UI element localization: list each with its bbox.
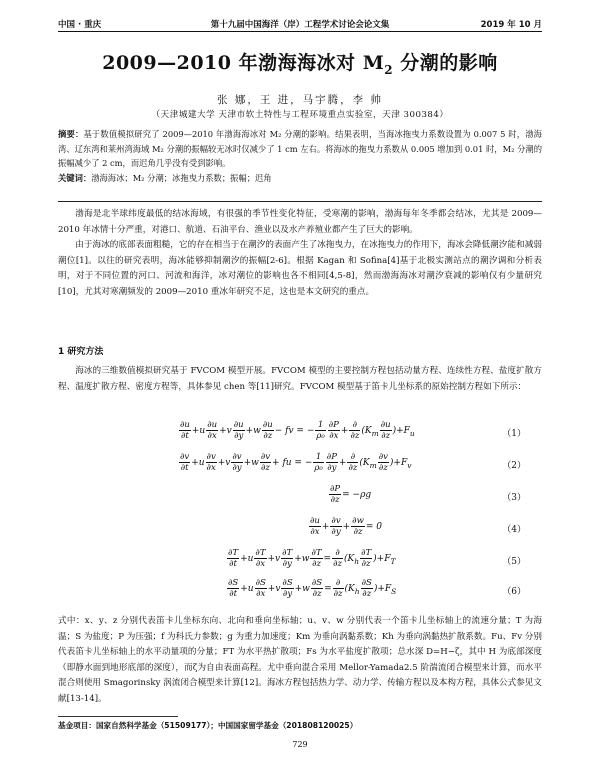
- intro-paragraph-2: 由于海冰的底部表面粗糙，它的存在相当于在潮汐的表面产生了冰拖曳力，在冰拖曳力的作用下，海冰会降低潮汐能和减弱潮位[1]。以往的研究表明，海冰能够抑制潮汐的振幅[2-6]。根据 Kagan 和 Sofina[4]基于北极实测站点的潮汐调和分析表明，对于不同位置的河口、河流和海洋，冰对潮位的影响也各不相同[4,5-8]，然而渤海海冰对潮汐衰减的影响仅有少量研究[10]，尤其对寒潮频发的 2009—2010 重冰年研究不足，这也是本文研究的重点。: [58, 240, 542, 297]
- methods-text: 海冰的三维数值模拟研究基于 FVCOM 模型开展。FVCOM 模型的主要控制方程包括动量方程、连续性方程、盐度扩散方程、温度扩散方程、密度方程等，具体参见 chen 等[11]研究。FVCOM 模型基于笛卡儿坐标系的原始控制方程如下所示：: [58, 366, 542, 392]
- footnote-divider: [58, 716, 178, 717]
- keywords-label: 关键词：: [58, 172, 92, 183]
- equation-2: $\frac{\partial v}{\partial t}$ +u $\frac{\partial v}{\partial x}$ +v $\frac{\partial v}{\partial y}$ +w $\frac{\partial v}{\partial z}$ + fu = − $\frac{1}{\text{ρ₀}}$ $\frac{\partial P}{\partial y}$ + $\frac{\partial}{\partial z}$ ($K_m$ $\frac{\partial v}{\partial z}$ )$+F_v$ （2）: [180, 452, 526, 473]
- equation-4: $\frac{\partial u}{\partial x}$ + $\frac{\partial v}{\partial y}$ + $\frac{\partial w}{\partial z}$ = 0 （4）: [310, 516, 526, 537]
- symbols-text: 式中：x、y、z 分别代表笛卡儿坐标东向、北向和垂向坐标轴；u、v、w 分别代表一个笛卡儿坐标轴上的流速分量；T 为海温；S 为盐度；P 为压强；f 为科氏力参数；g 为重力加速度；Km 为垂向涡黏系数；Kh 为垂向涡黏热扩散系数。Fu、Fv 分别代表笛卡儿坐标轴上的水平动量项的分量；FT 为水平热扩散项；Fs 为水平盐度扩散项；总水深 D=H−ζ，其中 H 为底部深度（即静水面到地形底部的深度），而ζ为自由表面高程。尤中垂向混合采用 Mellor-Yamada2.5 阶湍流闭合模型来计算，而水平混合则使用 Smagorinsky 涡流闭合模型来计算[12]。海冰方程包括热力学、动力学、传输方程以及本构方程，具体公式参见文献[13-14]。: [58, 616, 542, 704]
- equation-number: （4）: [502, 525, 526, 535]
- equation-5: $\frac{\partial T}{\partial t}$ +u $\frac{\partial T}{\partial x}$ +v $\frac{\partial T}{\partial y}$ +w $\frac{\partial T}{\partial z}$ = $\frac{\partial}{\partial z}$ ($K_h$ $\frac{\partial T}{\partial z}$ )$+F_T$ （5）: [228, 548, 526, 569]
- symbol-definitions: [58, 614, 542, 708]
- running-header: [58, 18, 542, 32]
- header-location: 中国 · 重庆: [58, 20, 102, 30]
- keywords: [58, 171, 542, 186]
- intro-paragraph-1: 渤海是北半球纬度最低的结冰海域，有很强的季节性变化特征，受寒潮的影响，渤海每年冬季都会结冰，尤其是 2009—2010 年冰情十分严重，对港口、航道、石油平台、渔业以及水产养殖业都产生了巨大的影响。: [58, 209, 542, 235]
- equation-1: $\frac{\partial u}{\partial t}$ +u $\frac{\partial u}{\partial x}$ +v $\frac{\partial u}{\partial y}$ +w $\frac{\partial u}{\partial z}$ − fv = − $\frac{1}{\text{ρ₀}}$ $\frac{\partial P}{\partial x}$ + $\frac{\partial}{\partial z}$ ($K_m$ $\frac{\partial u}{\partial z}$ )$+F_u$ （1）: [180, 420, 526, 441]
- abstract-divider: [58, 201, 542, 202]
- equation-number: （6）: [502, 587, 526, 597]
- introduction: [58, 207, 542, 301]
- paper-title: [0, 48, 600, 77]
- methods-paragraph: [58, 364, 542, 395]
- affiliation: （天津城建大学 天津市软土特性与工程环境重点实验室，天津 300384）: [151, 110, 449, 120]
- title-suffix: 分潮的影响: [393, 52, 498, 74]
- header-date: 2019 年 10 月: [480, 20, 542, 30]
- abstract-block: [58, 127, 542, 185]
- equation-number: （5）: [502, 557, 526, 567]
- equation-number: （2）: [502, 461, 526, 471]
- author-list: 张 娜，王 进，马宇腾，李 帅: [216, 94, 383, 106]
- abstract-text: 基于数值模拟研究了 2009—2010 年渤海海冰对 M₂ 分潮的影响。结果表明，当海冰拖曳力系数设置为 0.007 5 时，渤海湾、辽东湾和莱州湾海域 M₂ 分潮的振幅较无冰时仅减少了 1 cm 左右。将海冰的拖曳力系数从 0.005 增加到 0.01 时，M₂ 分潮的振幅减少了 2 cm，而迟角几乎没有受到影响。: [58, 129, 542, 168]
- keywords-text: 渤海海冰；M₂ 分潮；冰拖曳力系数；振幅；迟角: [91, 172, 272, 183]
- title-prefix: 2009—2010 年渤海海冰对 M: [102, 52, 385, 74]
- equation-3: $\frac{\partial P}{\partial z}$ = −ρg （3）: [330, 484, 526, 505]
- abstract-label: 摘要：: [58, 129, 84, 139]
- equation-number: （1）: [502, 429, 526, 439]
- equation-number: （3）: [502, 493, 526, 503]
- equation-6: $\frac{\partial S}{\partial t}$ +u $\frac{\partial S}{\partial x}$ +v $\frac{\partial S}{\partial y}$ +w $\frac{\partial S}{\partial z}$ = $\frac{\partial}{\partial z}$ ($K_h$ $\frac{\partial S}{\partial z}$ )$+F_S$ （6）: [228, 578, 526, 599]
- header-proceedings: 第十九届中国海洋（岸）工程学术讨论会论文集: [210, 20, 390, 30]
- abstract: [58, 127, 542, 171]
- page-number: 729: [292, 740, 308, 749]
- section-heading: 1 研究方法: [58, 347, 104, 357]
- funding-footnote: 基金项目：国家自然科学基金（51509177）；中国国家留学基金（201808120025）: [58, 721, 358, 730]
- title-subscript: 2: [384, 62, 394, 77]
